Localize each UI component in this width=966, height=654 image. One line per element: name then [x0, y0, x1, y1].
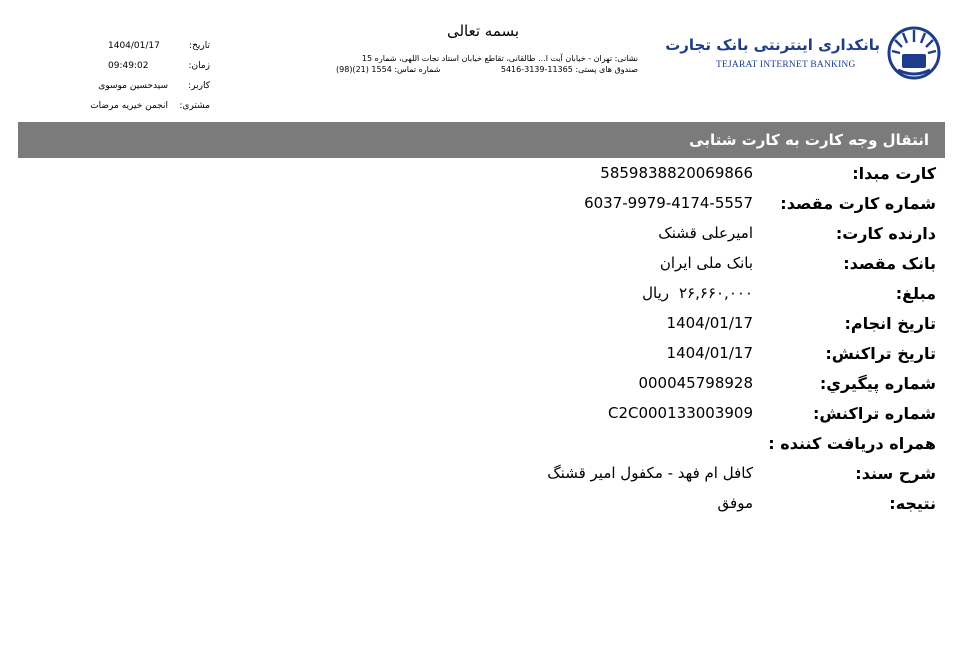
detail-row-card-holder	[0, 218, 936, 248]
transfer-details	[0, 158, 936, 518]
detail-value: C2C000133003909	[607, 404, 753, 422]
section-title-bar	[18, 122, 945, 158]
detail-label: تاریخ تراکنش:	[825, 343, 936, 363]
meta-value: 1404/01/17	[108, 41, 160, 51]
logo-text-persian: بانکداری اینترنتی بانک تجارت	[665, 36, 880, 54]
detail-value: 1404/01/17	[666, 344, 753, 362]
detail-row-description	[0, 458, 936, 488]
meta-value: 09:49:02	[108, 61, 149, 71]
detail-row-destination-card	[0, 188, 936, 218]
detail-label: مبلغ:	[895, 283, 936, 303]
detail-row-destination-bank	[0, 248, 936, 278]
detail-value: 6037-9979-4174-5557	[584, 194, 753, 212]
logo-text-english: TEJARAT INTERNET BANKING	[716, 60, 856, 70]
detail-value: بانک ملی ایران	[659, 254, 753, 272]
meta-label: زمان:	[188, 61, 210, 71]
detail-label: دارنده کارت:	[835, 223, 936, 243]
detail-value: 000045798928	[638, 374, 753, 392]
postal-box: صندوق های پستی: 11365-3139-5416	[500, 64, 638, 74]
amount-currency: ریال	[642, 284, 669, 302]
tejarat-emblem-icon	[886, 24, 942, 82]
detail-value: کافل ام فهد - مکفول امیر قشنگ	[547, 464, 753, 482]
meta-row-date	[60, 36, 210, 56]
detail-label: شماره کارت مقصد:	[780, 193, 936, 213]
amount-number: ۲۶,۶۶۰,۰۰۰	[679, 284, 753, 302]
phone-number: شماره تماس: 1554 (21)(98)	[336, 64, 441, 74]
detail-label: بانک مقصد:	[843, 253, 936, 273]
bank-address	[336, 54, 638, 75]
detail-row-result	[0, 488, 936, 518]
meta-row-time	[60, 56, 210, 76]
detail-label: همراه دریافت کننده :	[768, 433, 936, 453]
detail-label: نتیجه:	[889, 493, 936, 513]
meta-row-customer	[60, 96, 210, 116]
detail-value: 1404/01/17	[666, 314, 753, 332]
meta-label: تاریخ:	[189, 41, 210, 51]
meta-label: کاربر:	[188, 81, 210, 91]
detail-label: شماره پیگيري:	[819, 373, 936, 393]
detail-row-tracking-number	[0, 368, 936, 398]
meta-value: انجمن خیریه مرضات	[90, 101, 168, 111]
detail-label: شماره تراکنش:	[813, 403, 936, 423]
section-title: انتقال وجه کارت به کارت شتابی	[689, 131, 929, 149]
contact-line	[336, 65, 638, 76]
detail-row-transaction-number	[0, 398, 936, 428]
detail-value: موفق	[717, 494, 753, 512]
detail-row-amount	[0, 278, 936, 308]
detail-row-execution-date	[0, 308, 936, 338]
address-line: نشانی: تهران - خیابان آیت ا... طالقانی، تقاطع خیابان استاد نجات اللهی، شماره 15	[361, 54, 638, 63]
detail-label: شرح سند:	[855, 463, 936, 483]
detail-label: تاریخ انجام:	[844, 313, 936, 333]
detail-row-transaction-date	[0, 338, 936, 368]
detail-value-amount	[642, 284, 763, 302]
meta-row-user	[60, 76, 210, 96]
meta-label: مشتری:	[179, 101, 210, 111]
receipt-meta	[60, 36, 210, 116]
bismillah-heading: بسمه تعالی	[446, 22, 520, 40]
detail-row-recipient-mobile	[0, 428, 936, 458]
detail-value: 5859838820069866	[600, 164, 753, 182]
meta-value: سیدحسین موسوی	[98, 81, 168, 91]
detail-label: کارت مبدا:	[852, 163, 936, 183]
bank-logo	[665, 24, 948, 84]
detail-row-source-card	[0, 158, 936, 188]
detail-value: امیرعلی قشنک	[658, 224, 753, 242]
